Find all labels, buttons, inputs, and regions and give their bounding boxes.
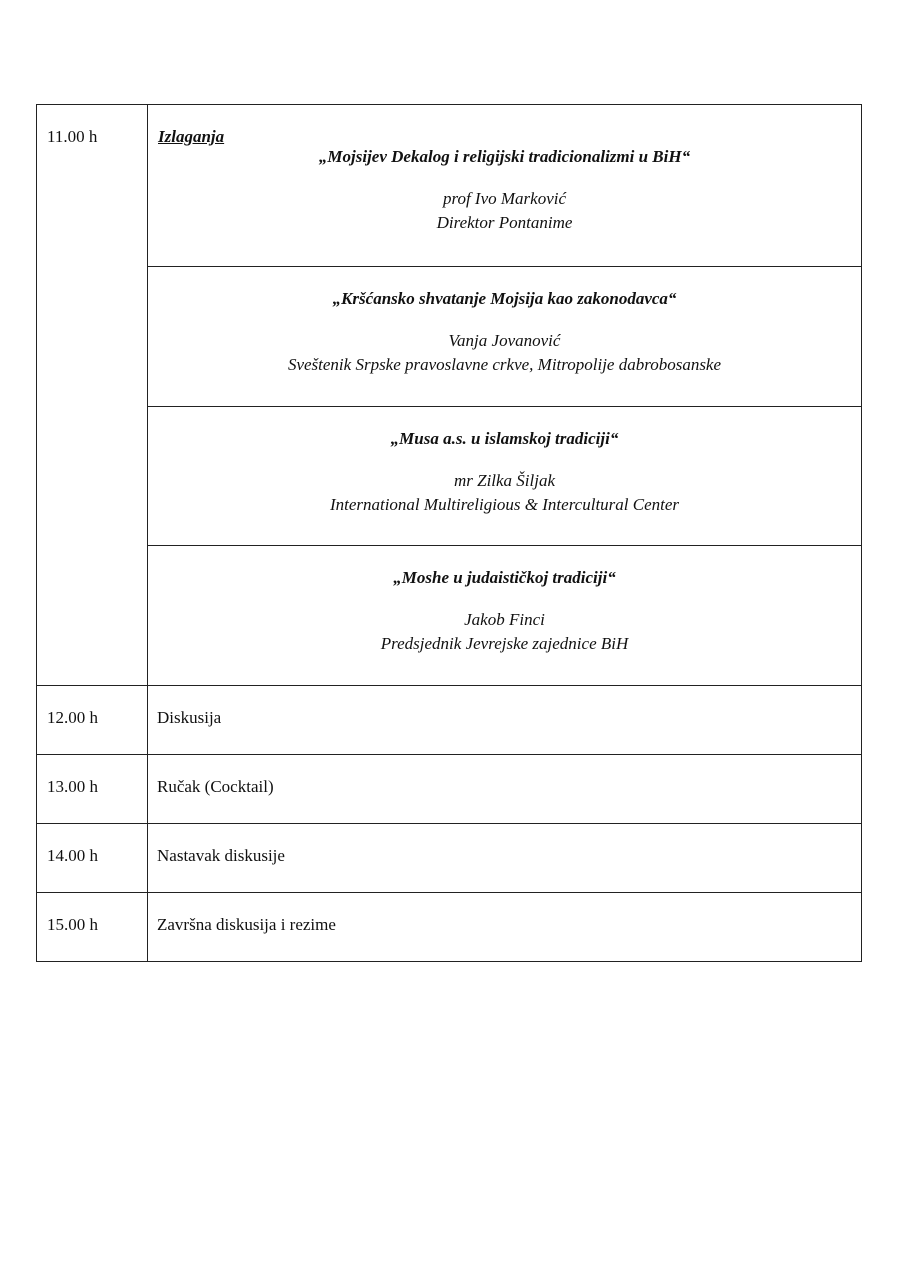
time-label: 13.00 h: [47, 777, 98, 796]
talk-title: „Kršćansko shvatanje Mojsija kao zakonodavca“: [332, 289, 677, 308]
speaker-name: Jakob Finci: [464, 610, 545, 629]
table-row: [37, 755, 862, 824]
speaker-role: Predsjednik Jevrejske zajednice BiH: [380, 634, 629, 653]
table-row: [37, 686, 862, 755]
table-row: [37, 105, 862, 686]
presentations-cell: [148, 105, 862, 686]
time-label: 15.00 h: [47, 915, 98, 934]
speaker-name: Vanja Jovanović: [448, 331, 561, 350]
activity-label: Diskusija: [157, 708, 222, 727]
time-label: 11.00 h: [47, 127, 98, 146]
speaker-role: Sveštenik Srpske pravoslavne crkve, Mitropolije dabrobosanske: [287, 355, 722, 374]
time-label: 12.00 h: [47, 708, 98, 727]
speaker-name: prof Ivo Marković: [442, 189, 567, 208]
time-cell: [37, 105, 148, 686]
speaker-role: Direktor Pontanime: [436, 213, 573, 232]
time-cell: [37, 824, 148, 893]
time-label: 14.00 h: [47, 846, 98, 865]
talk-title: „Musa a.s. u islamskoj tradiciji“: [390, 429, 619, 448]
activity-cell: [148, 893, 862, 962]
talk-title: „Moshe u judaističkoj tradiciji“: [393, 568, 616, 587]
time-cell: [37, 755, 148, 824]
activity-cell: [148, 824, 862, 893]
speaker-name: mr Zilka Šiljak: [453, 471, 556, 490]
activity-label: Nastavak diskusije: [157, 846, 285, 865]
talk-block: [148, 407, 861, 546]
time-cell: [37, 893, 148, 962]
section-heading: Izlaganja: [158, 127, 225, 146]
speaker-role: International Multireligious & Intercultural Center: [329, 495, 680, 514]
talk-block: [148, 546, 861, 685]
talk-block: [148, 267, 861, 407]
activity-cell: [148, 755, 862, 824]
activity-label: Završna diskusija i rezime: [157, 915, 336, 934]
program-schedule-table: [36, 104, 862, 962]
activity-cell: [148, 686, 862, 755]
talk-title: „Mojsijev Dekalog i religijski tradicionalizmi u BiH“: [318, 147, 691, 166]
table-row: [37, 893, 862, 962]
activity-label: Ručak (Cocktail): [157, 777, 274, 796]
time-cell: [37, 686, 148, 755]
talk-block: [148, 105, 861, 267]
table-row: [37, 824, 862, 893]
